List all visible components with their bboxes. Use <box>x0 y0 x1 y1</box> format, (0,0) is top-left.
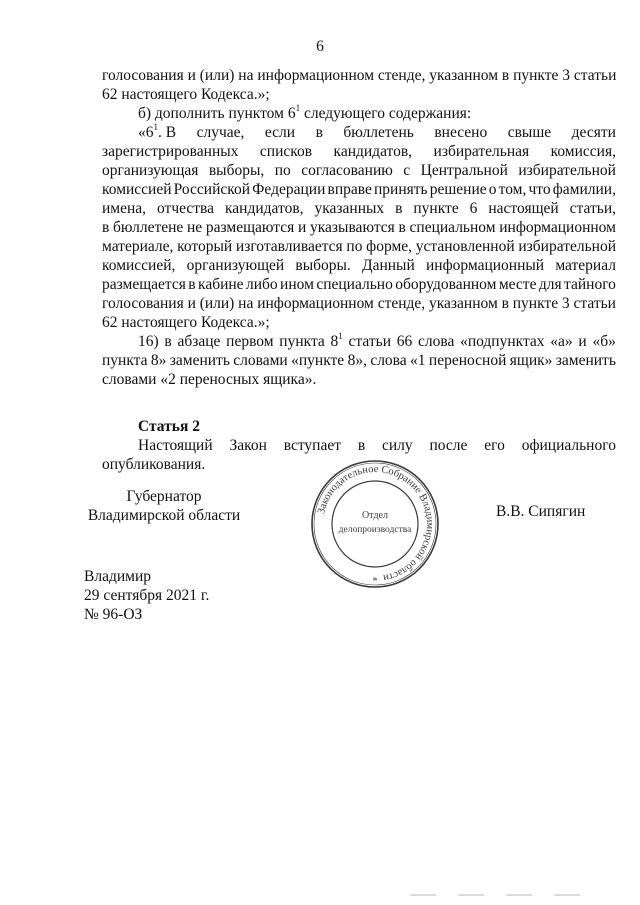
text-line-11: комиссией, организующей выборы. Данный информационный материал <box>102 257 616 274</box>
text-line-3: б) дополнить пунктом $6^1$ следующего содержания: <box>138 103 472 122</box>
text-line-12: размещается в кабине либо ином специально оборудованном месте для тайного <box>102 276 616 293</box>
signature-position <box>84 487 244 525</box>
text-line-16: пункта 8» заменить словами «пункте 8», слова «1 переносной ящик» заменить <box>102 352 616 369</box>
signature-position-line-1: Губернатор <box>126 488 202 505</box>
text-line-1: голосования и (или) на информационном стенде, указанном в пункте 3 статьи <box>102 67 617 84</box>
text-line-15: 16) в абзаце первом пункта $8^1$ статьи 66 слова «подпунктах «а» и «б» <box>138 331 616 350</box>
text-line-7: комиссией Российской Федерации вправе принять решение о том, что фамилии, <box>102 181 616 198</box>
place-date-block <box>84 567 284 624</box>
text-line-14: 62 настоящего Кодекса.»; <box>102 314 270 331</box>
law-number: № 96-ОЗ <box>84 606 143 623</box>
article-title: Статья 2 <box>138 418 200 435</box>
body-text <box>102 66 616 474</box>
official-seal <box>309 458 441 590</box>
date: 29 сентября 2021 г. <box>84 587 210 604</box>
text-line-17: словами «2 переносных ящика». <box>102 371 317 388</box>
signature-position-line-2: Владимирской области <box>87 507 241 524</box>
text-line-10: материале, который изготавливается по форме, установленной избирательной <box>102 238 616 255</box>
text-line-8: имена, отчества кандидатов, указанных в пункте 6 настоящей статьи, <box>102 200 616 217</box>
text-line-4: «$6^1$. В случае, если в бюллетень внесено свыше десяти <box>138 122 616 141</box>
seal-center-line-1: Отдел <box>362 510 388 521</box>
seal-star: * <box>372 576 378 587</box>
seal-ring-text: Законодательное Собрание Владимирской области <box>316 463 436 584</box>
signatory-name: В.В. Сипягин <box>496 503 586 520</box>
text-line-5: зарегистрированных списков кандидатов, избирательная комиссия, <box>102 143 616 160</box>
article-2-line-2: опубликования. <box>102 456 206 473</box>
text-line-13: голосования и (или) на информационном стенде, указанном в пункте 3 статьи <box>102 295 616 312</box>
scan-artifacts <box>410 893 610 897</box>
seal-center-line-2: делопроизводства <box>338 525 412 535</box>
article-2-line-1: Настоящий Закон вступает в силу после его официального <box>138 437 616 454</box>
page-number: 6 <box>316 38 324 55</box>
text-line-9: в бюллетене не размещаются и указываются в специальном информационном <box>102 219 616 236</box>
text-line-2: 62 настоящего Кодекса.»; <box>102 86 270 103</box>
text-line-6: организующая выборы, по согласованию с Центральной избирательной <box>102 162 616 179</box>
city: Владимир <box>84 568 151 585</box>
